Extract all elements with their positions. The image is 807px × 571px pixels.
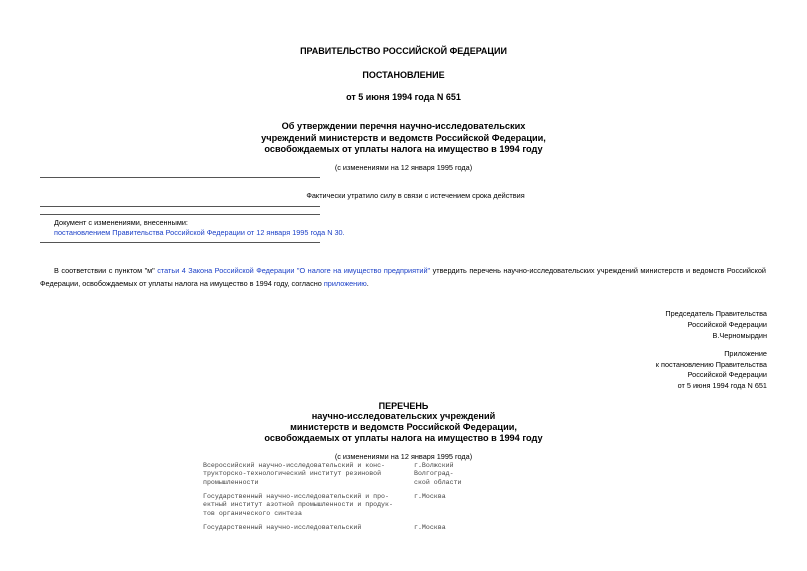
appendix-line: Российской Федерации xyxy=(687,370,767,380)
government-heading: ПРАВИТЕЛЬСТВО РОССИЙСКОЙ ФЕДЕРАЦИИ xyxy=(300,46,507,56)
list-title: ПЕРЕЧЕНЬ xyxy=(378,401,429,411)
appendix-block xyxy=(656,349,767,391)
title-line: Об утверждении перечня научно-исследовательских xyxy=(281,121,526,131)
divider xyxy=(40,206,320,207)
document-date: от 5 июня 1994 года N 651 xyxy=(346,92,461,102)
amendment-link[interactable]: постановлением Правительства Российской Федерации от 12 января 1995 года N 30. xyxy=(54,228,345,237)
list-item-name: Государственный научно-исследовательский и про- ектный институт азотной промышленности и продук- тов органического синтеза xyxy=(203,493,393,517)
appendix-link[interactable]: приложению xyxy=(323,279,367,288)
signature-line: Председатель Правительства xyxy=(665,309,767,318)
divider xyxy=(40,242,320,243)
list-item-city: г.Москва xyxy=(414,493,446,500)
appendix-line: Приложение xyxy=(724,349,767,358)
signature-line: В.Черномырдин xyxy=(712,331,767,340)
signature-line: Российской Федерации xyxy=(687,320,767,329)
expiry-notice: Фактически утратило силу в связи с истечением срока действия xyxy=(306,191,525,200)
list-changes-note: (с изменениями на 12 января 1995 года) xyxy=(334,452,473,461)
signature-block xyxy=(665,308,767,341)
list-item-name: Государственный научно-исследовательский xyxy=(203,524,362,531)
law-article-link[interactable]: статьи 4 Закона Российской Федерации "О налоге на имущество предприятий" xyxy=(157,266,431,275)
appendix-line: к постановлению Правительства xyxy=(655,359,767,369)
list-item-city: г.Волжский Волгоград- ской области xyxy=(414,462,462,486)
list-item-city: г.Москва xyxy=(414,524,446,531)
subtitle-line: научно-исследовательских учреждений xyxy=(311,411,496,421)
list-subtitle xyxy=(0,411,807,444)
subtitle-line: министерств и ведомств Российской Федерации, xyxy=(290,422,517,432)
body-paragraph xyxy=(40,264,766,290)
list-item-name: Всероссийский научно-исследовательский и конс- трукторско-технологический институт резиновой промышленности xyxy=(203,462,386,486)
amendments-label: Документ с изменениями, внесенными: xyxy=(54,218,188,227)
divider xyxy=(40,214,320,215)
paragraph-text: В соответствии с пунктом "м" xyxy=(54,266,158,275)
title-line: освобождаемых от уплаты налога на имущество в 1994 году xyxy=(264,144,543,154)
document-type: ПОСТАНОВЛЕНИЕ xyxy=(362,70,445,80)
divider xyxy=(40,177,320,178)
changes-note: (с изменениями на 12 января 1995 года) xyxy=(334,163,473,172)
paragraph-text: утвердить перечень научно-исследовательских учреждений министерств и ведомств Российской Федерации, освобождаемых от уплаты налога на имущество в 1994 году, согласно xyxy=(40,266,766,288)
subtitle-line: освобождаемых от уплаты налога на имущество в 1994 году xyxy=(264,433,543,443)
paragraph-text: . xyxy=(366,279,369,288)
title-line: учреждений министерств и ведомств Российской Федерации, xyxy=(261,132,546,143)
document-title xyxy=(0,121,807,156)
appendix-line: от 5 июня 1994 года N 651 xyxy=(677,380,767,390)
